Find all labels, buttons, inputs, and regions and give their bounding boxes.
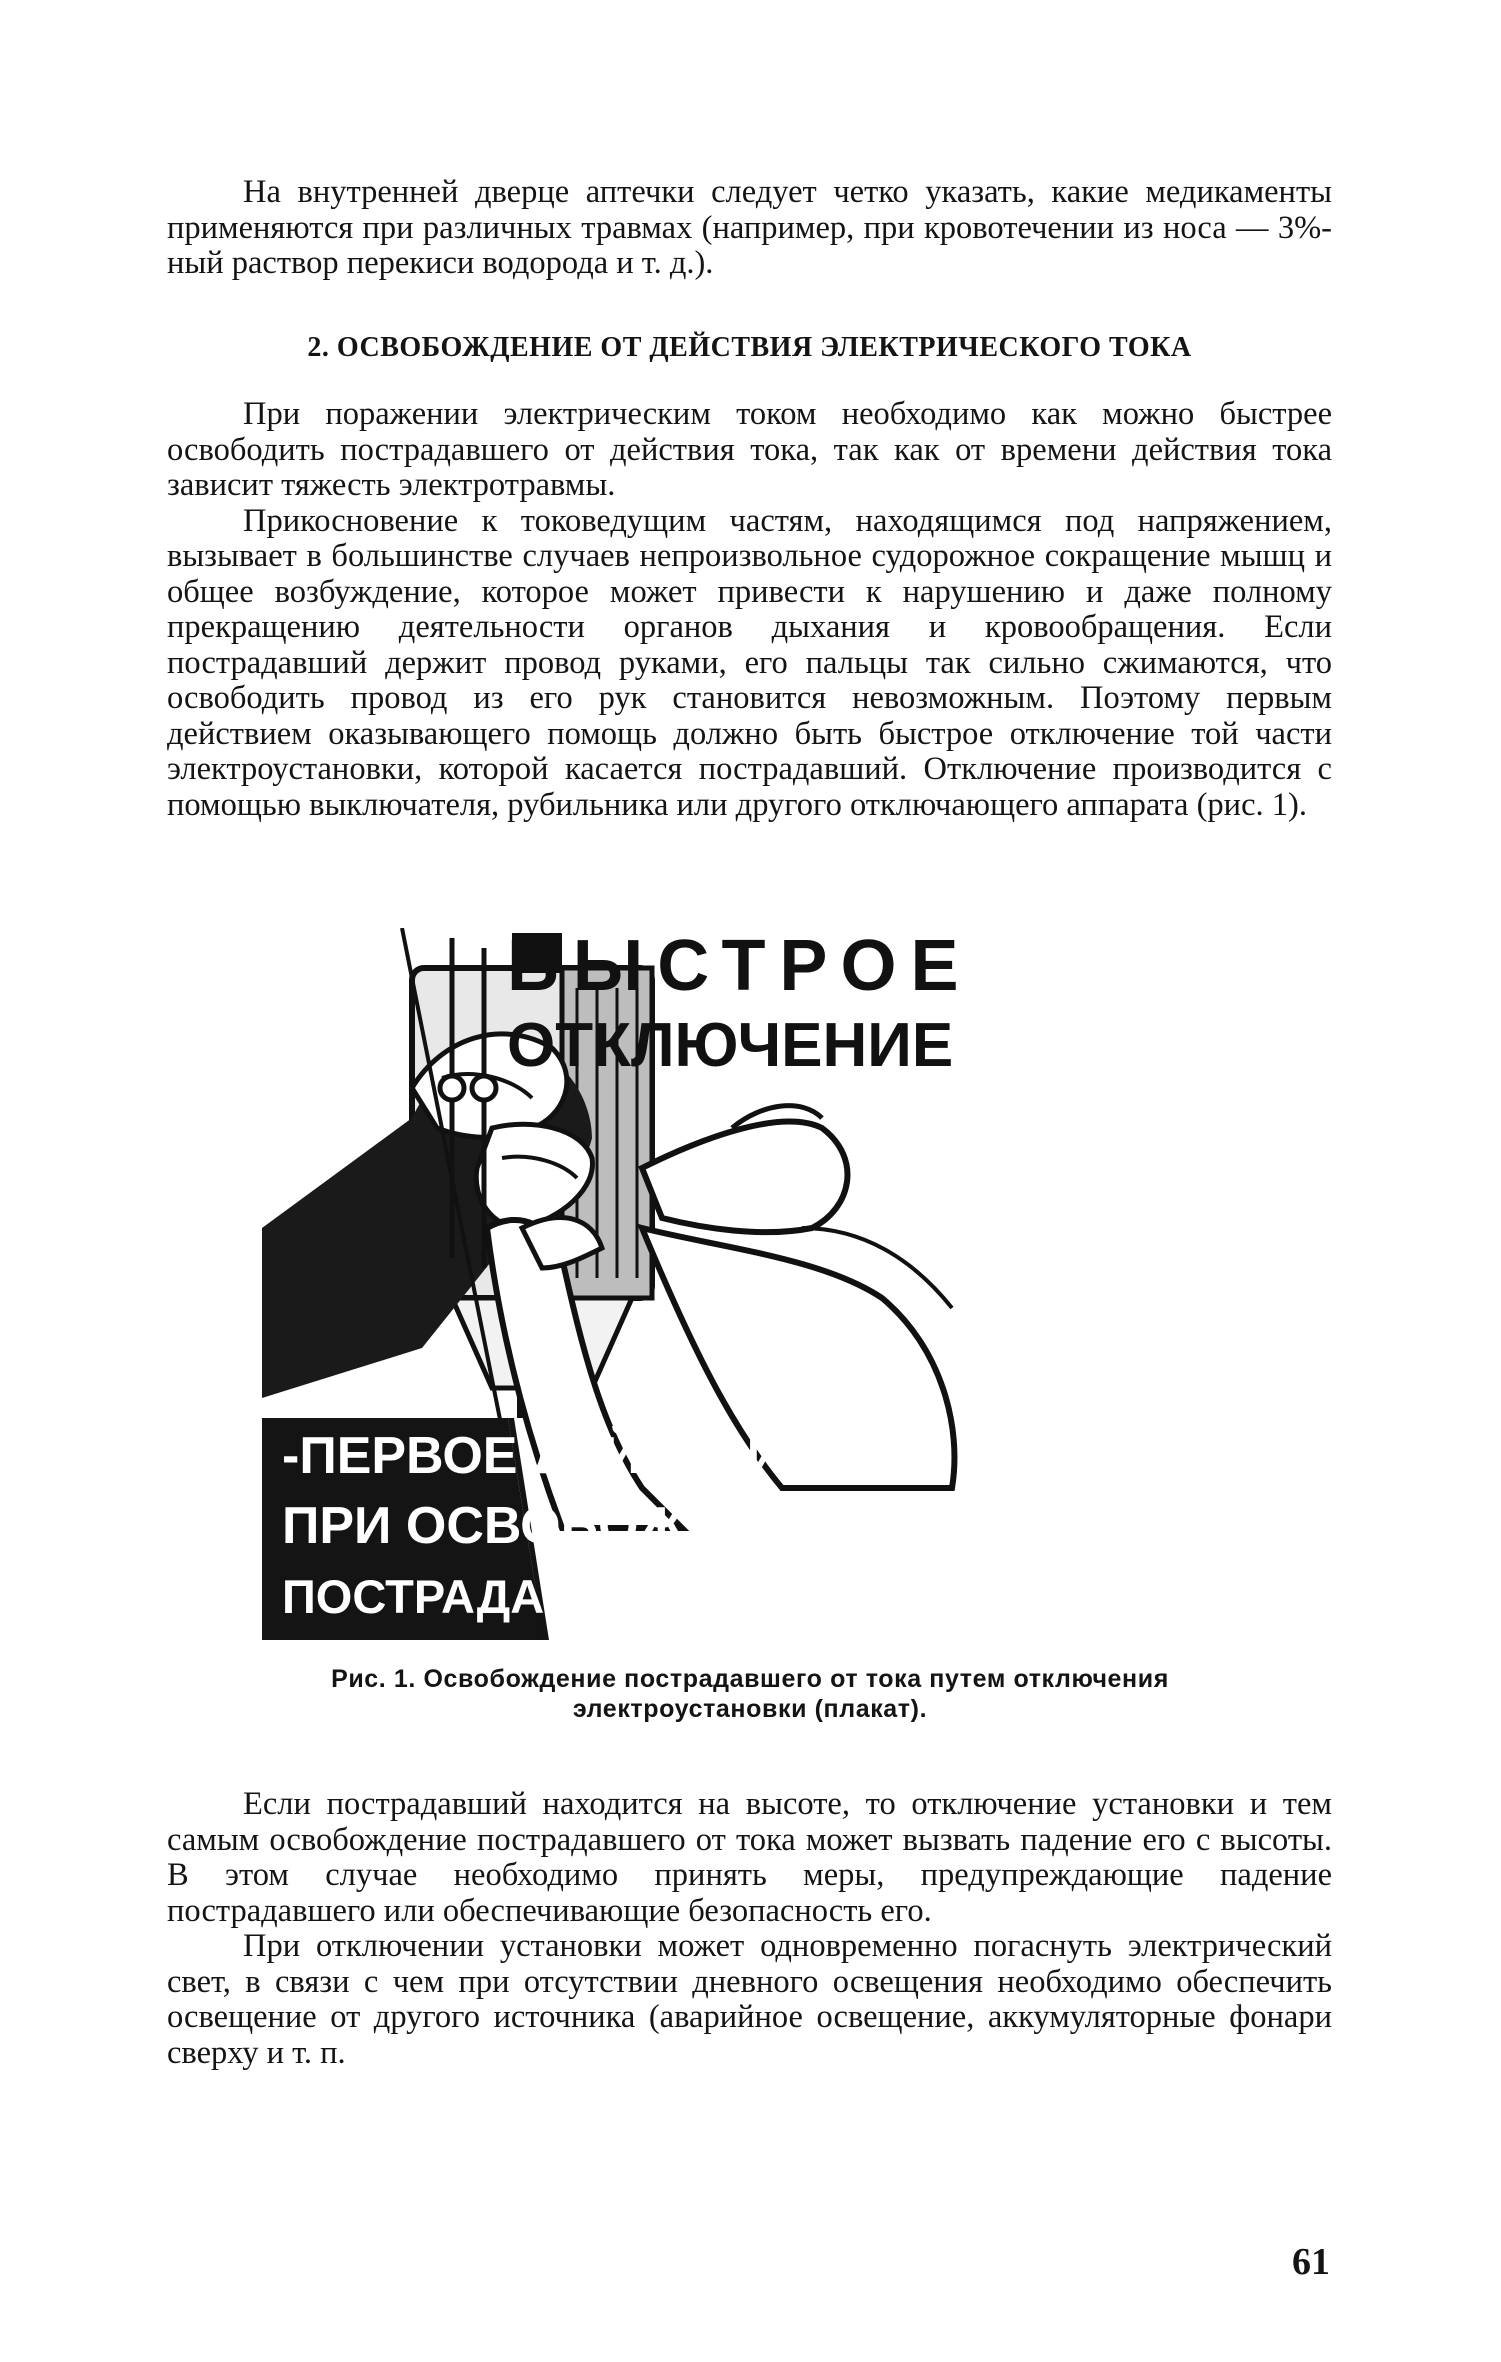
poster-headline-line1: БЫСТРОЕ: [507, 928, 973, 1006]
poster-figure: [262, 928, 1214, 1640]
paragraph-lighting: При отключении установки может одновременно погаснуть электрический свет, в связи с чем при отсутствии дневного освещения необходимо обеспечить освещение от другого источника (аварийное освещение, аккумуляторные фонари сверху и т. п.: [167, 1928, 1332, 2071]
paragraph-first-aid-kit: На внутренней дверце аптечки следует четко указать, какие медикаменты применяются при различных травмах (например, при кровотечении из носа — 3%-ный раствор перекиси водорода и т. д.).: [167, 174, 1332, 281]
figure-caption: [240, 1664, 1260, 1724]
paragraph-height: Если пострадавший находится на высоте, то отключение установки и тем самым освобождение пострадавшего от тока может вызвать падение его с высоты. В этом случае необходимо принять меры, предупреждающие падение пострадавшего или обеспечивающие безопасность его.: [167, 1786, 1332, 1929]
caption-line-1: Рис. 1. Освобождение пострадавшего от тока путем отключения: [331, 1665, 1169, 1693]
poster-headline-line2: ОТКЛЮЧЕНИЕ: [507, 1011, 954, 1080]
poster-banner-line3: ПОСТРАДАВШЕГО ОТ ТОКА: [282, 1570, 938, 1623]
paragraph-electric-shock: При поражении электрическим током необходимо как можно быстрее освободить пострадавшего от действия тока, так как от времени действия тока зависит тяжесть электротравмы.: [167, 396, 1332, 503]
intro-text: [167, 175, 1332, 282]
paragraph-contact: Прикосновение к токоведущим частям, находящимся под напряжением, вызывает в большинстве случаев непроизвольное судорожное сокращение мышц и общее возбуждение, которое может привести к нарушению и даже полному прекращению деятельности органов дыхания и кровообращения. Если пострадавший держит провод руками, его пальцы так сильно сжимаются, что освободить провод из его рук становится невозможным. Поэтому первым действием оказывающего помощь должно быть быстрое отключение той части электроустановки, которой касается пострадавший. Отключение производится с помощью выключателя, рубильника или другого отключающего аппарата (рис. 1).: [167, 502, 1332, 823]
page-number: 61: [1292, 2241, 1330, 2283]
section-heading: 2. ОСВОБОЖДЕНИЕ ОТ ДЕЙСТВИЯ ЭЛЕКТРИЧЕСКОГО ТОКА: [307, 332, 1192, 363]
poster-banner-line1: -ПЕРВОЕ ДЕЙСТВИЕ: [282, 1427, 819, 1485]
caption-line-2: электроустановки (плакат).: [572, 1695, 928, 1723]
bottom-text: [167, 1787, 1332, 2071]
poster-banner-line2: ПРИ ОСВОБОЖДЕНИИ: [282, 1497, 869, 1555]
main-text: [167, 397, 1332, 823]
